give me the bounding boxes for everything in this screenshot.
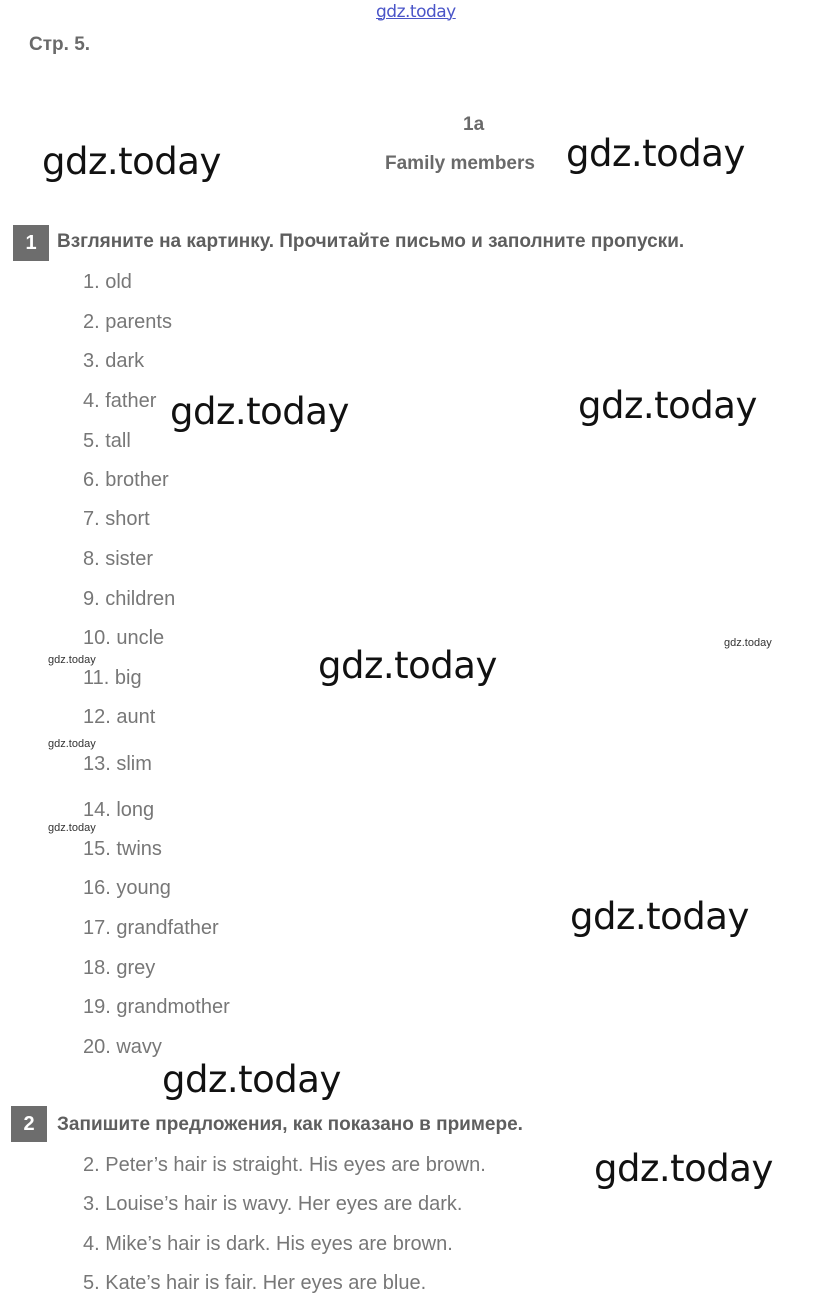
unit-title: Family members bbox=[385, 153, 535, 174]
answer-item: 18. grey bbox=[83, 957, 156, 979]
watermark: gdz.today bbox=[162, 1058, 341, 1101]
answer-item: 19. grandmother bbox=[83, 996, 230, 1018]
watermark-small: gdz.today bbox=[48, 822, 96, 834]
watermark: gdz.today bbox=[318, 644, 497, 687]
exercise-number: 2 bbox=[23, 1112, 35, 1135]
answer-item: 1. old bbox=[83, 271, 132, 293]
answer-item: 2. Peter’s hair is straight. His eyes are brown. bbox=[83, 1154, 486, 1176]
watermark: gdz.today bbox=[42, 140, 221, 183]
watermark: gdz.today bbox=[594, 1147, 773, 1190]
answer-item: 20. wavy bbox=[83, 1036, 162, 1058]
watermark: gdz.today bbox=[170, 390, 349, 433]
answer-item: 5. Kate’s hair is fair. Her eyes are blue. bbox=[83, 1272, 427, 1294]
exercise-number: 1 bbox=[25, 231, 37, 254]
watermark-small: gdz.today bbox=[724, 637, 772, 649]
answer-item: 8. sister bbox=[83, 548, 154, 570]
answer-item: 3. dark bbox=[83, 350, 145, 372]
exercise-number-badge bbox=[13, 225, 49, 261]
watermark-small: gdz.today bbox=[48, 654, 96, 666]
answer-item: 13. slim bbox=[83, 753, 152, 775]
watermark: gdz.today bbox=[578, 384, 757, 427]
exercise-number-badge bbox=[11, 1106, 47, 1142]
answer-item: 17. grandfather bbox=[83, 917, 219, 939]
watermark: gdz.today bbox=[566, 132, 745, 175]
answer-item: 10. uncle bbox=[83, 627, 165, 649]
watermark: gdz.today bbox=[570, 895, 749, 938]
site-link[interactable]: gdz.today bbox=[376, 2, 456, 22]
answer-item: 4. father bbox=[83, 390, 157, 412]
page-number: Стр. 5. bbox=[29, 34, 91, 55]
answer-item: 7. short bbox=[83, 508, 150, 530]
exercise-instruction: Запишите предложения, как показано в примере. bbox=[57, 1114, 523, 1135]
exercise-instruction: Взгляните на картинку. Прочитайте письмо и заполните пропуски. bbox=[57, 231, 685, 252]
answer-item: 14. long bbox=[83, 799, 155, 821]
answer-item: 12. aunt bbox=[83, 706, 156, 728]
answer-item: 6. brother bbox=[83, 469, 169, 491]
answer-item: 4. Mike’s hair is dark. His eyes are brown. bbox=[83, 1233, 453, 1255]
answer-item: 5. tall bbox=[83, 430, 131, 452]
answer-item: 11. big bbox=[83, 667, 142, 689]
answer-item: 9. children bbox=[83, 588, 176, 610]
answer-item: 3. Louise’s hair is wavy. Her eyes are dark. bbox=[83, 1193, 463, 1215]
answer-item: 2. parents bbox=[83, 311, 172, 333]
answer-item: 16. young bbox=[83, 877, 171, 899]
unit-number: 1a bbox=[463, 114, 485, 135]
watermark-small: gdz.today bbox=[48, 738, 96, 750]
answer-item: 15. twins bbox=[83, 838, 162, 860]
